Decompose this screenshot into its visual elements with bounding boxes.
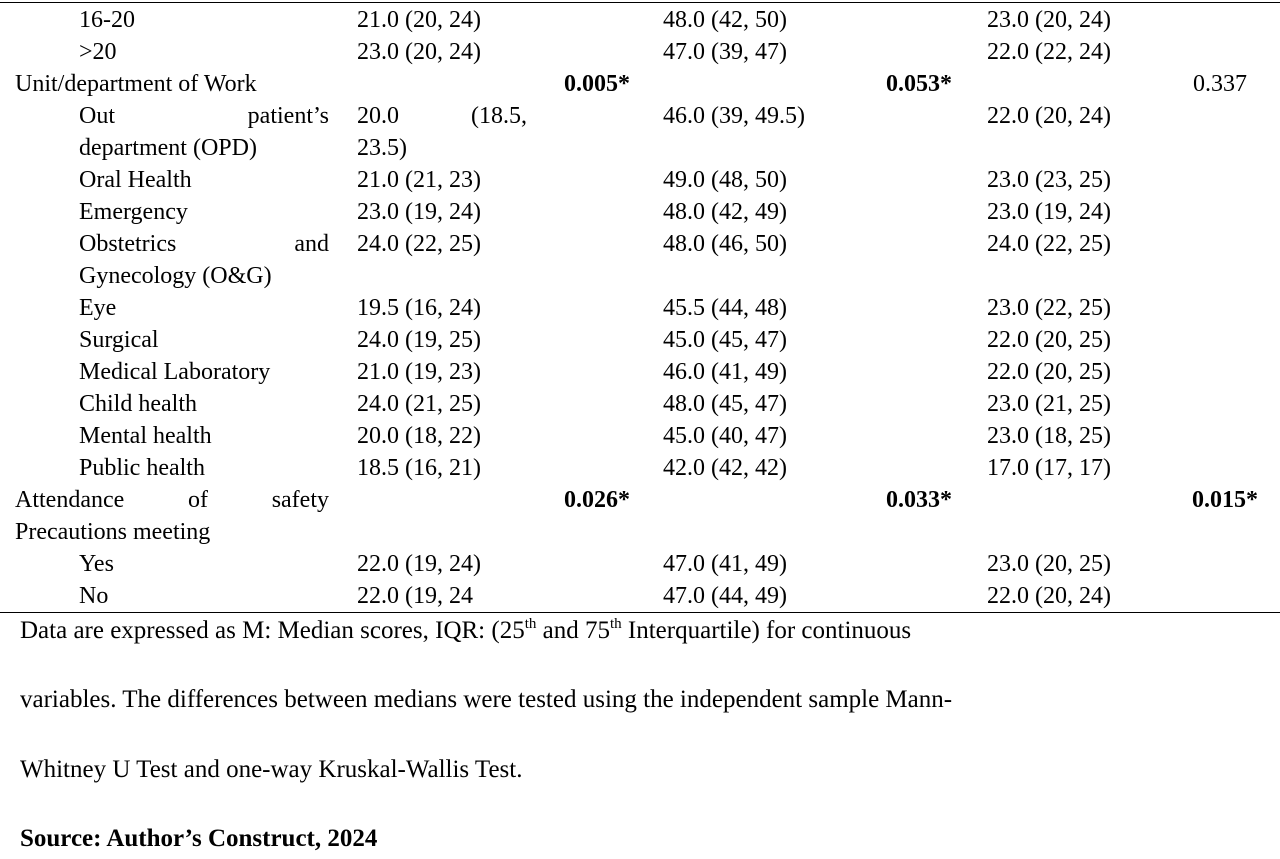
table-row	[0, 4, 1280, 36]
cell-col1: 24.0 (22, 25)	[357, 231, 481, 257]
cell-col2: 42.0 (42, 42)	[663, 455, 787, 481]
table-row	[0, 548, 1280, 580]
cell-col3: 22.0 (20, 24)	[987, 103, 1111, 129]
cell-col3: 23.0 (20, 25)	[987, 551, 1111, 577]
cell-col1: 23.0 (20, 24)	[357, 39, 481, 65]
footnote-text: and 75	[536, 617, 610, 644]
cell-col2: 47.0 (41, 49)	[663, 551, 787, 577]
cell-col2: 45.5 (44, 48)	[663, 295, 787, 321]
cell-col3: 23.0 (21, 25)	[987, 391, 1111, 417]
row-label-part: Obstetrics	[79, 231, 177, 257]
cell-col1: 22.0 (19, 24)	[357, 551, 481, 577]
row-label: Eye	[79, 295, 117, 321]
cell-col2: 49.0 (48, 50)	[663, 167, 787, 193]
table-row	[0, 420, 1280, 452]
row-label: 16-20	[79, 7, 135, 33]
cell-col3: 22.0 (20, 25)	[987, 359, 1111, 385]
cell-col1: 21.0 (21, 23)	[357, 167, 481, 193]
cell-col1: 24.0 (19, 25)	[357, 327, 481, 353]
cell-col2: 47.0 (39, 47)	[663, 39, 787, 65]
row-label: Public health	[79, 455, 205, 481]
cell-col2: 48.0 (42, 49)	[663, 199, 787, 225]
cell-col2: 48.0 (45, 47)	[663, 391, 787, 417]
cell-part: (18.5,	[471, 103, 527, 129]
row-label: Child health	[79, 391, 197, 417]
p-value-col3: 0.337	[1193, 71, 1247, 97]
cell-col2: 46.0 (41, 49)	[663, 359, 787, 385]
row-label: Yes	[79, 551, 114, 577]
cell-col1: 21.0 (20, 24)	[357, 7, 481, 33]
cell-col1: 18.5 (16, 21)	[357, 455, 481, 481]
cell-col1: 20.0 (18, 22)	[357, 423, 481, 449]
p-value-col2: 0.053*	[886, 71, 952, 97]
table-bottom-rule	[0, 612, 1280, 613]
p-value-col1: 0.026*	[564, 487, 630, 513]
group-label: Unit/department of Work	[15, 71, 257, 97]
table-row-continuation	[0, 260, 1280, 292]
table-row	[0, 388, 1280, 420]
cell-col1-continuation: 23.5)	[357, 135, 407, 161]
row-label: Emergency	[79, 199, 188, 225]
table-row	[0, 100, 1280, 132]
row-label-part: patient’s	[247, 103, 329, 129]
p-value-col2: 0.033*	[886, 487, 952, 513]
table-row	[0, 36, 1280, 68]
cell-col3: 23.0 (23, 25)	[987, 167, 1111, 193]
cell-col1: 19.5 (16, 24)	[357, 295, 481, 321]
row-label	[79, 228, 329, 260]
cell-col1: 23.0 (19, 24)	[357, 199, 481, 225]
cell-part: 20.0	[357, 103, 399, 129]
cell-col3: 23.0 (20, 24)	[987, 7, 1111, 33]
footnote-line: Whitney U Test and one-way Kruskal-Wallis Test.	[20, 756, 523, 783]
table-row	[0, 324, 1280, 356]
cell-col1: 22.0 (19, 24	[357, 583, 473, 609]
cell-col3: 17.0 (17, 17)	[987, 455, 1111, 481]
footnote-text: Data are expressed as M: Median scores, IQR: (25	[20, 617, 525, 644]
row-label-continuation: Gynecology (O&G)	[79, 263, 272, 289]
cell-col3: 24.0 (22, 25)	[987, 231, 1111, 257]
cell-col3: 23.0 (22, 25)	[987, 295, 1111, 321]
group-label	[15, 484, 329, 516]
cell-col2: 47.0 (44, 49)	[663, 583, 787, 609]
cell-col3: 22.0 (20, 24)	[987, 583, 1111, 609]
table-row	[0, 196, 1280, 228]
cell-col3: 22.0 (22, 24)	[987, 39, 1111, 65]
group-label-part: of	[187, 487, 208, 513]
table-row	[0, 452, 1280, 484]
table-row	[0, 356, 1280, 388]
footnote-line	[20, 617, 911, 645]
group-label-continuation: Precautions meeting	[15, 519, 211, 545]
cell-col2: 45.0 (45, 47)	[663, 327, 787, 353]
table-group-row	[0, 484, 1280, 516]
cell-col3: 23.0 (19, 24)	[987, 199, 1111, 225]
group-label-part: Attendance	[15, 487, 125, 513]
cell-col1	[357, 100, 527, 132]
footnote-superscript: th	[524, 616, 537, 632]
table-row	[0, 580, 1280, 612]
cell-col2: 45.0 (40, 47)	[663, 423, 787, 449]
cell-col2: 46.0 (39, 49.5)	[663, 103, 805, 129]
cell-col1: 21.0 (19, 23)	[357, 359, 481, 385]
row-label: Mental health	[79, 423, 212, 449]
row-label: Medical Laboratory	[79, 359, 271, 385]
row-label: No	[79, 583, 109, 609]
cell-col3: 23.0 (18, 25)	[987, 423, 1111, 449]
row-label: Surgical	[79, 327, 159, 353]
cell-col2: 48.0 (46, 50)	[663, 231, 787, 257]
row-label-continuation: department (OPD)	[79, 135, 257, 161]
row-label: Oral Health	[79, 167, 192, 193]
footnote-superscript: th	[609, 616, 622, 632]
row-label: >20	[79, 39, 117, 65]
cell-col2: 48.0 (42, 50)	[663, 7, 787, 33]
cell-col1: 24.0 (21, 25)	[357, 391, 481, 417]
row-label-part: and	[294, 231, 329, 257]
source-note: Source: Author’s Construct, 2024	[20, 825, 378, 852]
p-value-col3: 0.015*	[1192, 487, 1258, 513]
table-row-continuation	[0, 132, 1280, 164]
table-row	[0, 228, 1280, 260]
group-label-part: safety	[271, 487, 329, 513]
footnote-line: variables. The differences between medians were tested using the independent sample Mann-	[20, 686, 953, 713]
table-row	[0, 164, 1280, 196]
row-label	[79, 100, 329, 132]
table-group-row	[0, 68, 1280, 100]
cell-col3: 22.0 (20, 25)	[987, 327, 1111, 353]
table-row	[0, 292, 1280, 324]
table-group-row-continuation	[0, 516, 1280, 548]
footnote-text: Interquartile) for continuous	[621, 617, 912, 644]
table-top-rule	[0, 2, 1280, 3]
row-label-part: Out	[79, 103, 115, 129]
p-value-col1: 0.005*	[564, 71, 630, 97]
